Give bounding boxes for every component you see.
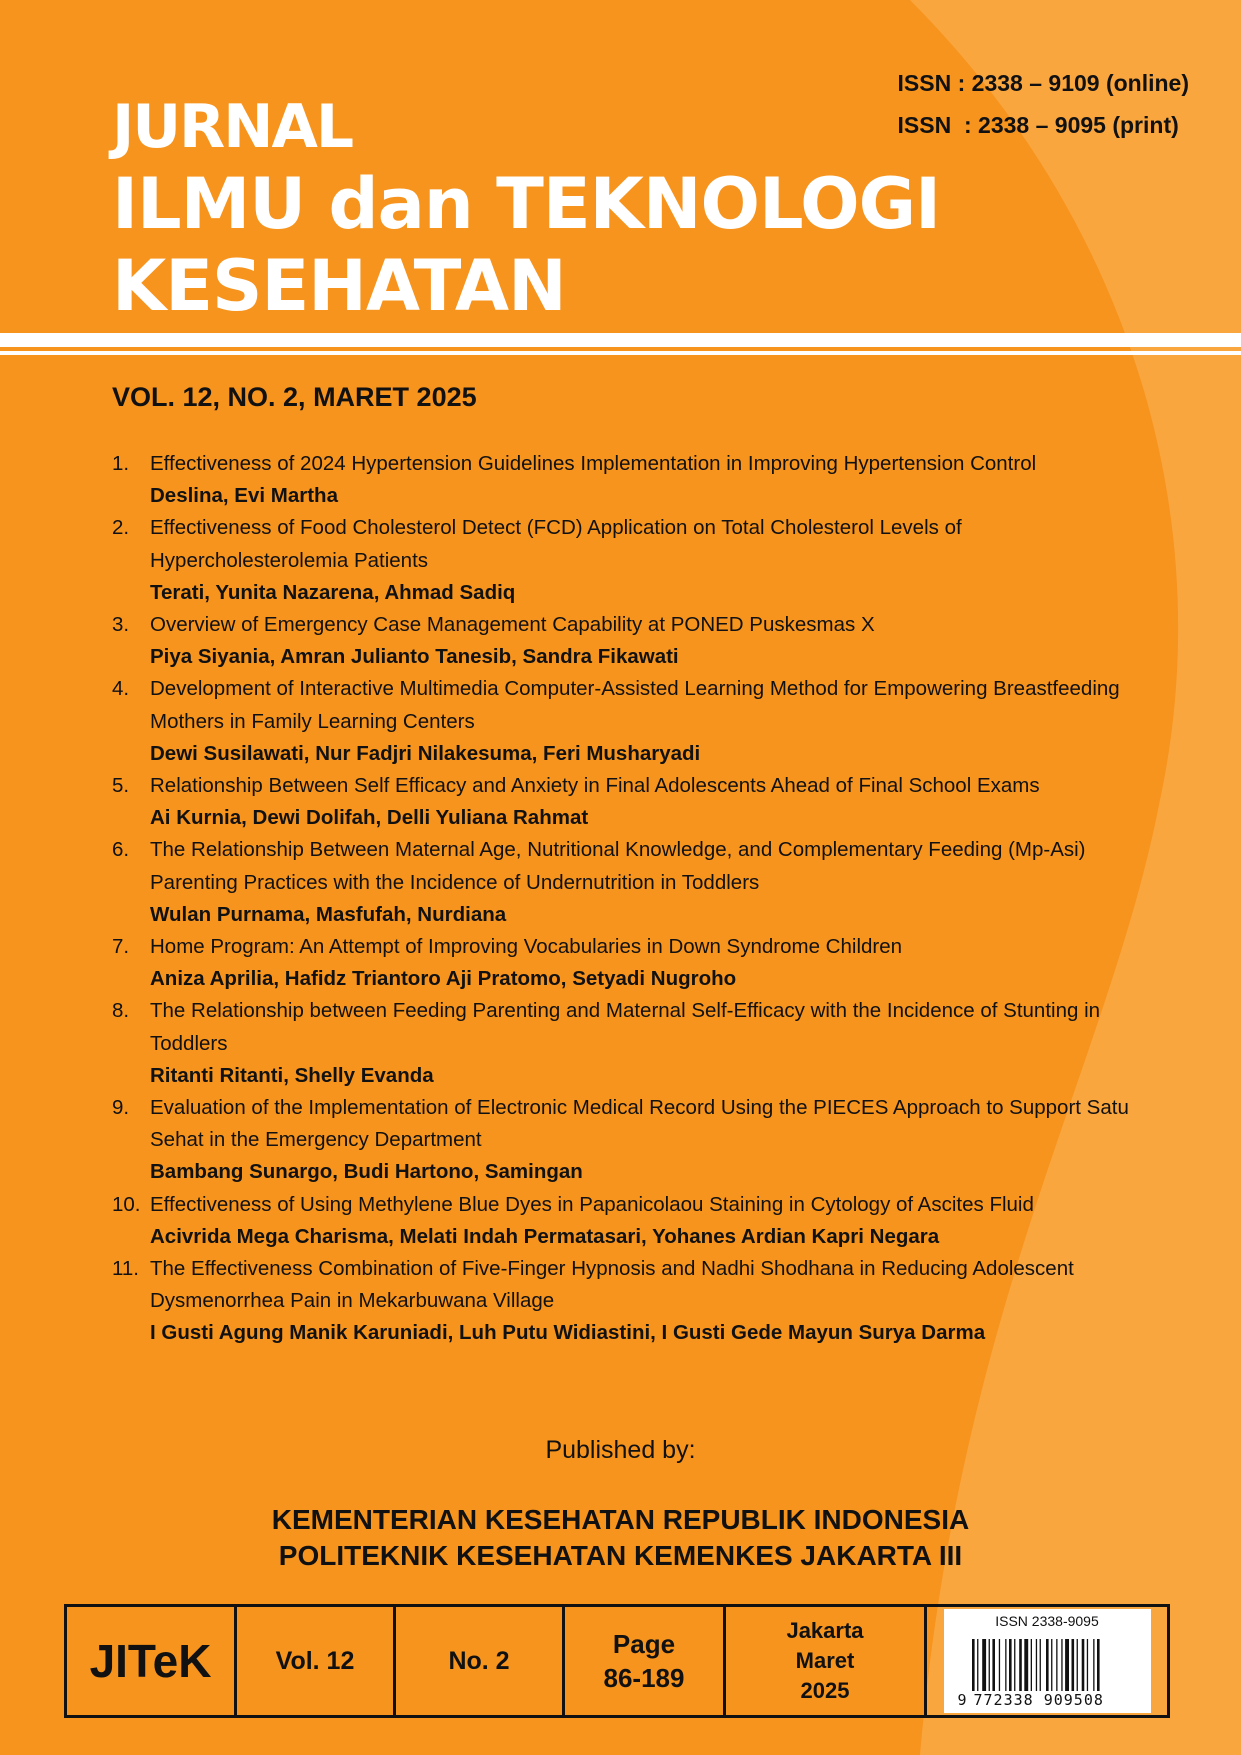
toc-authors: Deslina, Evi Martha [150, 484, 338, 508]
publisher-line-2: POLITEKNIK KESEHATAN KEMENKES JAKARTA III [278, 1540, 963, 1571]
title-line-2: ILMU dan TEKNOLOGI [112, 163, 941, 245]
toc-item [112, 1092, 1142, 1189]
footer-volume: Vol. 12 [237, 1607, 396, 1715]
toc-number: 3. [112, 613, 130, 637]
barcode-bar [1009, 1639, 1012, 1691]
page-range: 86-189 [603, 1663, 685, 1693]
toc-title: Overview of Emergency Case Management Capability at PONED Puskesmas X [150, 613, 875, 637]
footer-month: Maret [795, 1648, 855, 1673]
toc-authors: Terati, Yunita Nazarena, Ahmad Sadiq [150, 580, 516, 604]
barcode-bar [1046, 1639, 1049, 1691]
barcode-bar [1039, 1639, 1040, 1691]
toc-title: The Relationship between Feeding Parenting and Maternal Self-Efficacy with the Incidence of Stunting in Toddlers [150, 999, 1101, 1055]
toc-number: 1. [112, 452, 130, 475]
toc-title: Evaluation of the Implementation of Electronic Medical Record Using the PIECES Approach to Support Satu Sehat in the Emergency Department [150, 1096, 1129, 1152]
divider-band-thin [0, 351, 1241, 355]
footer-city: Jakarta [786, 1618, 864, 1643]
divider-band-thick [0, 333, 1241, 347]
barcode-bar [972, 1639, 975, 1691]
barcode-bar [1065, 1639, 1069, 1691]
published-by-label: Published by: [545, 1436, 696, 1464]
footer-info-table [64, 1604, 1170, 1718]
barcode-bar [988, 1639, 989, 1691]
toc-number: 10. [112, 1192, 141, 1216]
toc-authors: Wulan Purnama, Masfufah, Nurdiana [150, 902, 507, 926]
barcode-issn: ISSN 2338-9095 [995, 1613, 1099, 1629]
barcode-bar [1056, 1639, 1057, 1691]
barcode-bar [1014, 1639, 1015, 1691]
barcode [944, 1609, 1151, 1713]
toc-item [112, 512, 1142, 609]
toc-title: Home Program: An Attempt of Improving Vocabularies in Down Syndrome Children [150, 935, 903, 959]
title-line-3: KESEHATAN [112, 245, 566, 327]
toc-number: 6. [112, 838, 130, 862]
barcode-bar [1061, 1639, 1062, 1691]
toc-title: Effectiveness of Food Cholesterol Detect (FCD) Application on Total Cholesterol Levels of Hypercholesterolemia Patients [150, 516, 962, 572]
toc-item [112, 1189, 1142, 1253]
toc-number: 5. [112, 774, 130, 798]
toc-authors: Ritanti Ritanti, Shelly Evanda [150, 1063, 434, 1087]
barcode-bar [1030, 1639, 1031, 1691]
barcode-bar [1071, 1639, 1074, 1691]
toc-item [112, 834, 1142, 931]
barcode-bar [1093, 1639, 1094, 1691]
toc-item [112, 1253, 1142, 1350]
volume-heading: VOL. 12, NO. 2, MARET 2025 [112, 382, 477, 412]
barcode-bar [977, 1639, 978, 1691]
barcode-bars [972, 1639, 1144, 1691]
toc-authors: Bambang Sunargo, Budi Hartono, Samingan [150, 1160, 583, 1184]
barcode-bar [1005, 1639, 1006, 1691]
footer-barcode-cell [927, 1607, 1167, 1715]
table-of-contents [112, 448, 1142, 1350]
toc-number: 9. [112, 1096, 130, 1120]
barcode-bar [1076, 1639, 1077, 1691]
issn-print: ISSN : 2338 – 9095 (print) [897, 112, 1179, 138]
toc-item [112, 448, 1142, 512]
barcode-first-digit: 9 [957, 1691, 967, 1709]
publisher-block [0, 1502, 1241, 1574]
toc-title: Development of Interactive Multimedia Computer-Assisted Learning Method for Empowering Breastfeeding Mothers in Family Learning Centers [150, 677, 1120, 733]
footer-year: 2025 [800, 1678, 850, 1703]
publisher-line-1: KEMENTERIAN KESEHATAN REPUBLIK INDONESIA [271, 1504, 970, 1535]
issn-block [898, 62, 1189, 146]
journal-abbreviation: JITeK [67, 1607, 237, 1715]
barcode-bar [1019, 1639, 1022, 1691]
footer-pages [565, 1607, 726, 1715]
toc-authors: I Gusti Agung Manik Karuniadi, Luh Putu Widiastini, I Gusti Gede Mayun Surya Darma [150, 1321, 986, 1345]
toc-number: 7. [112, 935, 130, 959]
toc-authors: Piya Siyania, Amran Julianto Tanesib, Sandra Fikawati [150, 645, 679, 669]
barcode-bar [982, 1639, 986, 1691]
toc-item [112, 995, 1142, 1092]
issn-online: ISSN : 2338 – 9109 (online) [897, 70, 1189, 96]
title-line-1: JURNAL [112, 92, 353, 162]
toc-title: The Effectiveness Combination of Five-Finger Hypnosis and Nadhi Shodhana in Reducing Adolescent Dysmenorrhea Pain in Mekarbuwana Village [150, 1257, 1074, 1313]
toc-item [112, 931, 1142, 995]
barcode-bar [1051, 1639, 1052, 1691]
barcode-bar [998, 1639, 999, 1691]
toc-number: 2. [112, 516, 130, 540]
page-label: Page [612, 1629, 676, 1659]
toc-title: Effectiveness of 2024 Hypertension Guidelines Implementation in Improving Hypertension Control [150, 452, 1037, 475]
toc-authors: Dewi Susilawati, Nur Fadjri Nilakesuma, Feri Musharyadi [150, 741, 701, 765]
barcode-digits: 772338 909508 [973, 1691, 1104, 1709]
toc-number: 11. [112, 1257, 139, 1281]
toc-item [112, 609, 1142, 673]
toc-title: Relationship Between Self Efficacy and Anxiety in Final Adolescents Ahead of Final School Exams [150, 774, 1040, 798]
journal-title [112, 92, 940, 326]
footer-place-date [726, 1607, 927, 1715]
barcode-bar [1097, 1639, 1100, 1691]
toc-authors: Ai Kurnia, Dewi Dolifah, Delli Yuliana Rahmat [150, 806, 589, 830]
toc-title: The Relationship Between Maternal Age, Nutritional Knowledge, and Complementary Feeding (Mp-Asi) Parenting Practices with the Incidence of Undernutrition in Toddlers [150, 838, 1086, 894]
toc-item [112, 673, 1142, 770]
barcode-bar [1086, 1639, 1087, 1691]
barcode-bar [1035, 1639, 1036, 1691]
toc-number: 4. [112, 677, 130, 701]
footer-number: No. 2 [396, 1607, 565, 1715]
toc-authors: Aniza Aprilia, Hafidz Triantoro Aji Pratomo, Setyadi Nugroho [150, 967, 737, 991]
toc-title: Effectiveness of Using Methylene Blue Dyes in Papanicolaou Staining in Cytology of Ascites Fluid [150, 1192, 1034, 1216]
toc-authors: Acivrida Mega Charisma, Melati Indah Permatasari, Yohanes Ardian Kapri Negara [150, 1224, 940, 1248]
toc-number: 8. [112, 999, 130, 1023]
barcode-bar [1081, 1639, 1084, 1691]
barcode-bar [992, 1639, 995, 1691]
toc-item [112, 770, 1142, 834]
barcode-bar [1024, 1639, 1028, 1691]
